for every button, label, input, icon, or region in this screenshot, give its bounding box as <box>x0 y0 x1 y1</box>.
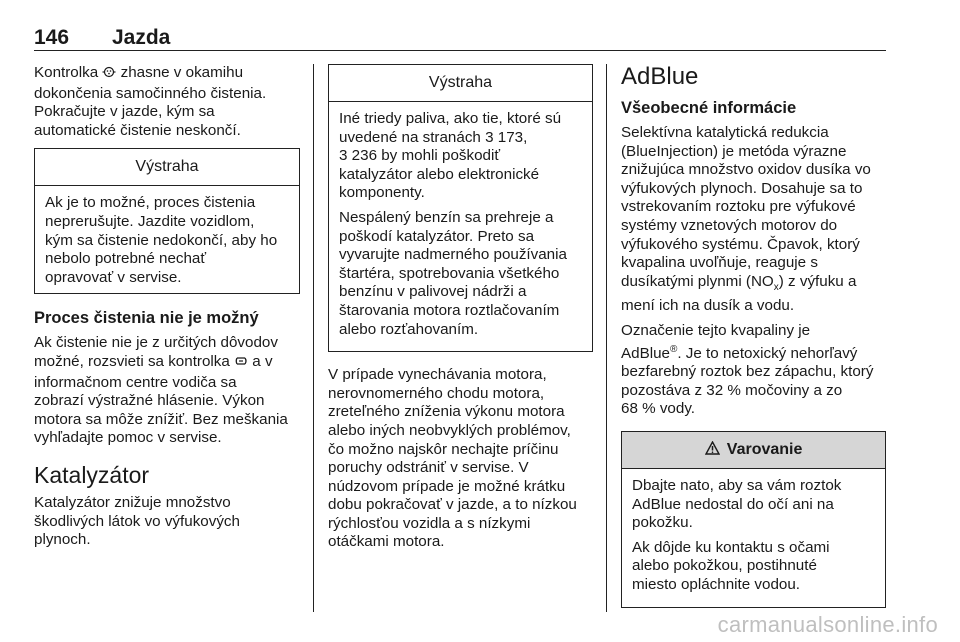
column-divider-1 <box>313 64 314 612</box>
adblue-paragraph-1: Selektívna katalytická redukcia (BlueInjection) je metóda výrazne znižujúca množstvo oxidov dusíka vo výfukových plynoch. Dosahuje sa to vstrekovaním roztoku pre výfukové systémy vznetových motorov do výfukového systému. Čpavok, ktorý kvapalina uvoľňuje, reaguje s dusíkatými plynmi $(NO_x)$ z výfuku a mení ich na dusík a vodu. <box>621 124 871 315</box>
column-divider-2 <box>606 64 607 612</box>
warning-box-body: Iné triedy paliva, ako tie, ktoré sú uvedené na stranách 3 173, 3 236 by mohli poškodiť katalyzátor alebo elektronické komponenty. Nespálený benzín sa prehreje a poškodí katalyzátor. Preto sa vyvarujte nadmerného používania štartéra, spotrebovania všetkého benzínu v palivovej nádrži a štarovania motora roztlačovaním alebo rozťahovaním. <box>339 110 567 338</box>
warning-triangle-icon <box>705 441 724 458</box>
page-ref-link-236[interactable]: 3 236 by mohli poškodiť <box>339 147 501 165</box>
subheading-general-info: Všeobecné informácie <box>621 99 797 117</box>
caution-box-title: Varovanie <box>622 432 885 469</box>
column-1 <box>34 64 300 556</box>
section-heading-cleaning: Proces čistenia nie je možný <box>34 309 259 328</box>
warning-box-body: Ak je to možné, proces čistenia neprerušujte. Jazdite vozidlom, kým sa čistenie nedokončí, aby ho nebolo potrebné nechať opravovať v servise. <box>45 194 278 286</box>
dpf-filter-icon <box>102 65 116 85</box>
column-2 <box>328 64 593 558</box>
glow-plug-icon <box>234 354 248 374</box>
warning-box <box>34 148 300 294</box>
catalyst-paragraph: Katalyzátor znižuje množstvo škodlivých látok vo výfukových plynoch. <box>34 493 240 549</box>
warning-box-title: Výstraha <box>35 149 299 186</box>
page-ref-icon: 3 <box>339 147 348 165</box>
page-number: 146 <box>34 26 70 49</box>
page-title: Jazda <box>112 26 171 49</box>
warning-box-title: Výstraha <box>329 65 592 102</box>
intro-paragraph: Kontrolka zhasne v okamihu dokončenia samočinného čistenia. Pokračujte v jazde, kým sa automatické čistenie neskončí. <box>34 64 267 139</box>
page-ref-icon: 3 <box>485 128 494 146</box>
engine-fault-paragraph: V prípade vynechávania motora, nerovnomerného chodu motora, zreteľného zníženia výkonu motora alebo iných neobvyklých problémov, čo možno najskôr nechajte príčinu poruchy odstrániť v servise. V núdzovom prípade je možné krátku dobu pokračovať v jazde, a to nízkou rýchlosťou vozidla a s nízkymi otáčkami motora. <box>328 366 577 551</box>
section-heading-adblue: AdBlue <box>621 63 699 90</box>
caution-box-body: Dbajte nato, aby sa vám roztok AdBlue nedostal do očí ani na pokožku. Ak dôjde ku kontaktu s očami alebo pokožkou, postihnuté miesto opláchnite vodou. <box>632 477 842 593</box>
section-heading-catalyst: Katalyzátor <box>34 461 150 488</box>
warning-box-fuel <box>328 64 593 352</box>
cleaning-paragraph: Ak čistenie nie je z určitých dôvodov možné, rozsvieti sa kontrolka a v informačnom centre vodiča sa zobrazí výstražné hlásenie. Výkon motora sa môže znížiť. Bez meškania vyhľadajte pomoc v servise. <box>34 334 288 447</box>
caution-box <box>621 431 886 608</box>
page-header <box>34 26 886 51</box>
watermark: carmanualsonline.info <box>717 612 938 637</box>
page-ref-link-173[interactable]: 3 173, <box>485 128 528 146</box>
adblue-paragraph-2: Označenie tejto kvapaliny je AdBlue®. Je to netoxický nehorľavý bezfarebný roztok bez zápachu, ktorý pozostáva z 32 % močoviny a zo 68 % vody. <box>621 321 874 418</box>
column-3 <box>621 64 886 618</box>
